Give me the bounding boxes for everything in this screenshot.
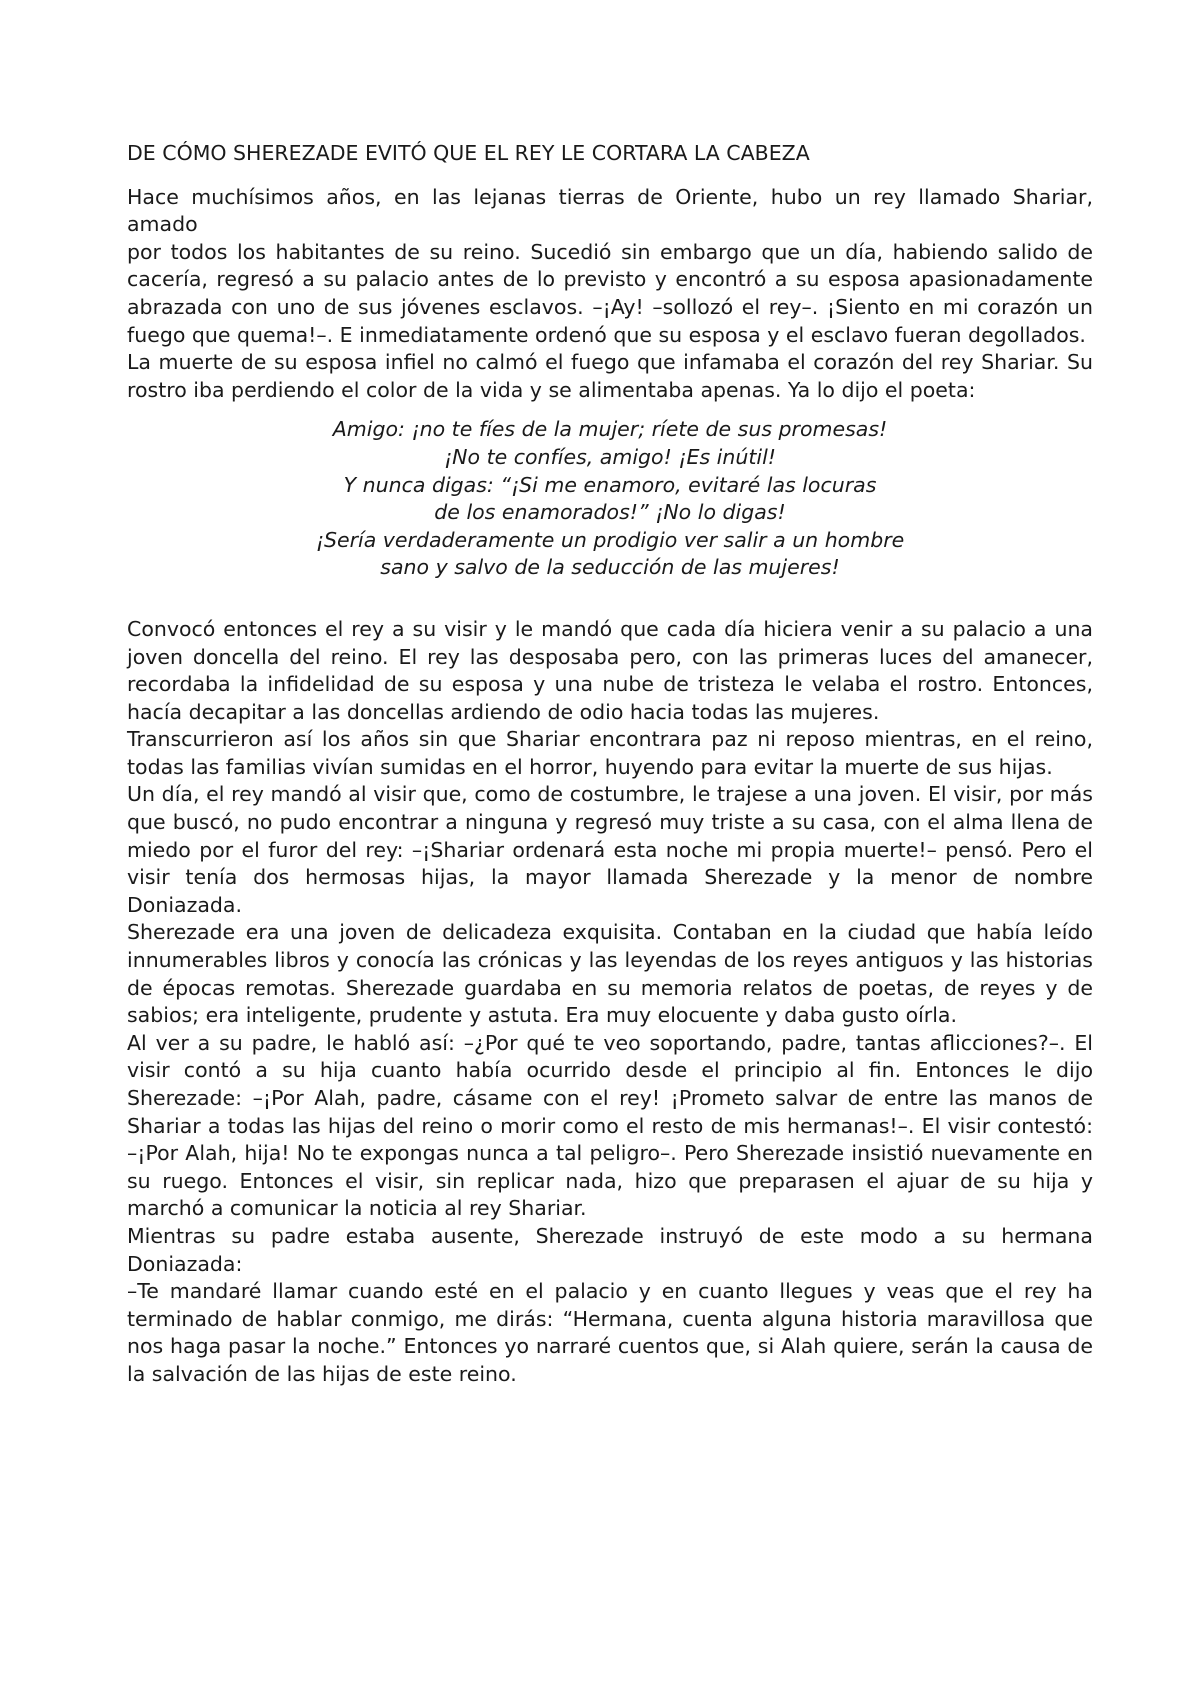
paragraph-9: –Te mandaré llamar cuando esté en el palacio y en cuanto llegues y veas que el rey ha terminado de hablar conmigo, me dirás: “Hermana, cuenta alguna historia maravillosa que nos haga pasar la noche.” Entonces yo narraré cuentos que, si Alah quiere, serán la causa de la salvación de las hijas de este reino. [127,1279,1093,1386]
paragraph-1: por todos los habitantes de su reino. Sucedió sin embargo que un día, habiendo salido de cacería, regresó a su palacio antes de lo previsto y encontró a su esposa apasionadamente abrazada con uno de sus jóvenes esclavos. –¡Ay! –sollozó el rey–. ¡Siento en mi corazón un fuego que quema!–. E inmediatamente ordenó que su esposa y el esclavo fueran degollados. [127,239,1093,347]
poem-block [127,416,1093,582]
paragraph-7: Al ver a su padre, le habló así: –¿Por qué te veo soportando, padre, tantas aflicciones?–. El visir contó a su hija cuanto había ocurrido desde el principio al fin. Entonces le dijo Sherezade: –¡Por Alah, padre, cásame con el rey! ¡Prometo salvar de entre las manos de Shariar a todas las hijas del reino o morir como el resto de mis hermanas!–. El visir contestó: –¡Por Alah, hija! No te expongas nunca a tal peligro–. Pero Sherezade insistió nuevamente en su ruego. Entonces el visir, sin replicar nada, hizo que preparasen el ajuar de su hija y marchó a comunicar la noticia al rey Shariar. [127,1030,1093,1221]
paragraph-8: Mientras su padre estaba ausente, Sherezade instruyó de este modo a su hermana Doniazada: [127,1223,1093,1276]
document-page [127,140,1093,1389]
document-title: DE CÓMO SHEREZADE EVITÓ QUE EL REY LE CORTARA LA CABEZA [127,141,810,165]
paragraph-4: Transcurrieron así los años sin que Shariar encontrara paz ni reposo mientras, en el reino, todas las familias vivían sumidas en el horror, huyendo para evitar la muerte de sus hijas. [127,727,1093,779]
poem-line: ¡No te confíes, amigo! ¡Es inútil! [443,444,777,469]
poem-line: sano y salvo de la seducción de las mujeres! [380,555,840,580]
paragraph-5: Un día, el rey mandó al visir que, como de costumbre, le trajese a una joven. El visir, por más que buscó, no pudo encontrar a ninguna y regresó muy triste a su casa, con el alma llena de miedo por el furor del rey: –¡Shariar ordenará esta noche mi propia muerte!– pensó. Pero el visir tenía dos hermosas hijas, la mayor llamada Sherezade y la menor de nombre Doniazada. [127,782,1093,917]
paragraph-2: La muerte de su esposa infiel no calmó el fuego que infamaba el corazón del rey Shariar. Su rostro iba perdiendo el color de la vida y se alimentaba apenas. Ya lo dijo el poeta: [127,350,1093,402]
poem-line: Amigo: ¡no te fíes de la mujer; ríete de sus promesas! [332,417,888,442]
poem-line: ¡Sería verdaderamente un prodigio ver salir a un hombre [315,527,905,552]
poem-line: de los enamorados!” ¡No lo digas! [434,500,786,525]
poem-line: Y nunca digas: “¡Si me enamoro, evitaré las locuras [343,472,877,497]
intro-line: Hace muchísimos años, en las lejanas tierras de Oriente, hubo un rey llamado Shariar, amado [127,184,1093,237]
paragraph-3: Convocó entonces el rey a su visir y le mandó que cada día hiciera venir a su palacio a una joven doncella del reino. El rey las desposaba pero, con las primeras luces del amanecer, recordaba la infidelidad de su esposa y una nube de tristeza le velaba el rostro. Entonces, hacía decapitar a las doncellas ardiendo de odio hacia todas las mujeres. [127,616,1093,724]
paragraph-6: Sherezade era una joven de delicadeza exquisita. Contaban en la ciudad que había leído innumerables libros y conocía las crónicas y las leyendas de los reyes antiguos y las historias de épocas remotas. Sherezade guardaba en su memoria relatos de poetas, de reyes y de sabios; era inteligente, prudente y astuta. Era muy elocuente y daba gusto oírla. [127,920,1093,1028]
